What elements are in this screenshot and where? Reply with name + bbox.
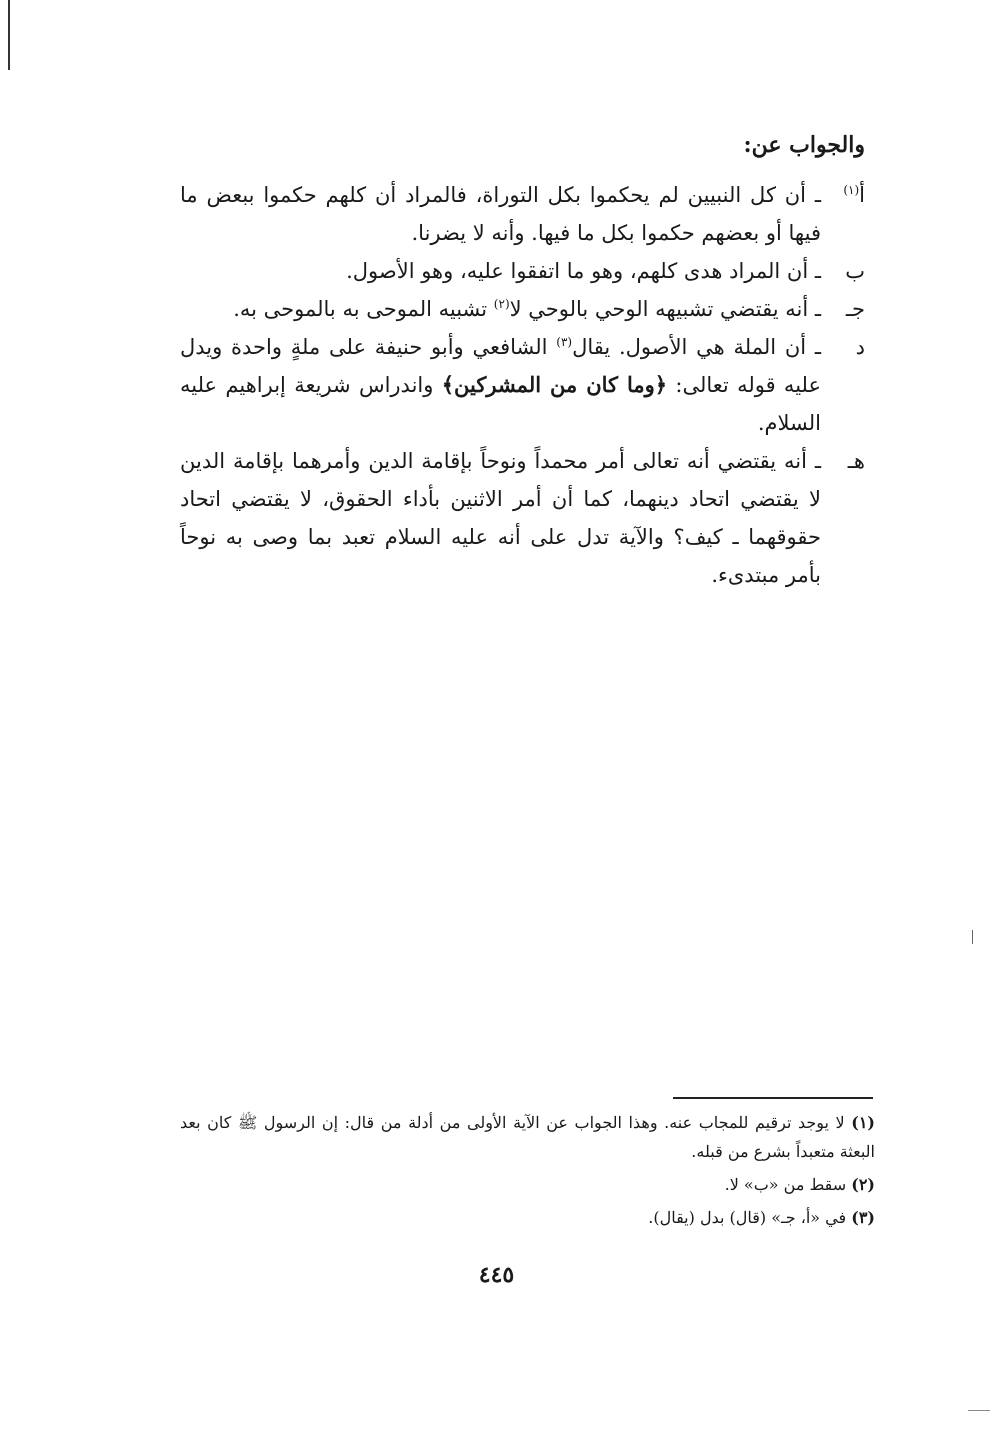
footnotes — [180, 1108, 875, 1236]
item-text-continued: الشافعي وأبو حنيفة على ملةٍ واحدة ويدل عليه قوله تعالى: — [180, 335, 822, 397]
item-text-continued: تشبيه الموحى به بالموحى به. — [233, 297, 494, 321]
main-text — [180, 126, 865, 594]
footnote-ref[interactable]: (٣) — [556, 335, 573, 349]
footnote-number: (٣) — [851, 1208, 875, 1227]
footnote-3 — [180, 1203, 875, 1232]
item-text: ـ أنه يقتضي أنه تعالى أمر محمداً ونوحاً بإقامة الدين وأمرهما بإقامة الدين لا يقتضي اتحاد دينهما، كما أن أمر الاثنين بأداء الحقوق، لا يقتضي اتحاد حقوقهما ـ كيف؟ والآية تدل على أنه عليه السلام تعبد بما وصى به نوحاً بأمر مبتدىء. — [180, 449, 821, 587]
item-marker: أ$^{(١)}$ — [843, 183, 865, 207]
item-text: ـ أن المراد هدى كلهم، وهو ما اتفقوا عليه، وهو الأصول. — [346, 259, 821, 283]
answer-item-alif — [180, 176, 865, 252]
item-marker: د — [855, 335, 865, 359]
footnote-ref[interactable]: (٢) — [493, 297, 510, 311]
quran-quote: ﴿وما كان من المشركين﴾ — [441, 372, 668, 397]
item-text: ـ أنه يقتضي تشبيهه الوحي بالوحي لا — [509, 297, 821, 321]
footnote-1 — [180, 1108, 875, 1166]
scan-edge-mark — [8, 0, 10, 70]
item-text-end: واندراس شريعة إبراهيم عليه السلام. — [180, 373, 821, 435]
footnote-number: (١) — [851, 1113, 875, 1132]
item-text: ـ أن كل النبيين لم يحكموا بكل التوراة، فالمراد أن كلهم حكموا ببعض ما فيها أو بعضهم حكموا بكل ما فيها. وأنه لا يضرنا. — [180, 183, 821, 245]
scan-speck-mark — [972, 930, 973, 944]
footnote-2 — [180, 1170, 875, 1199]
item-marker: ب — [845, 259, 865, 283]
scan-corner-mark — [968, 1410, 990, 1411]
item-marker: هـ — [847, 449, 865, 473]
footnote-number: (٢) — [851, 1175, 875, 1194]
answer-item-ba — [180, 252, 865, 290]
footnote-text: لا يوجد ترقيم للمجاب عنه. وهذا الجواب عن الآية الأولى من أدلة من قال: إن الرسول ﷺ كان بعد البعثة متعبداً بشرع من قبله. — [180, 1113, 875, 1161]
answer-item-ha — [180, 442, 865, 594]
item-marker: جـ — [845, 297, 865, 321]
footnote-text: سقط من «ب» لا. — [724, 1175, 847, 1194]
footnote-separator — [673, 1097, 873, 1099]
page-number: ٤٤٥ — [478, 1262, 515, 1288]
footnote-text: في «أ، جـ» (قال) بدل (يقال). — [648, 1208, 847, 1227]
answer-item-dal — [180, 328, 865, 442]
answer-item-jim — [180, 290, 865, 328]
item-text: ـ أن الملة هي الأصول. يقال — [572, 335, 821, 359]
section-heading: والجواب عن: — [743, 132, 865, 158]
footnote-ref[interactable]: (١) — [843, 183, 860, 197]
